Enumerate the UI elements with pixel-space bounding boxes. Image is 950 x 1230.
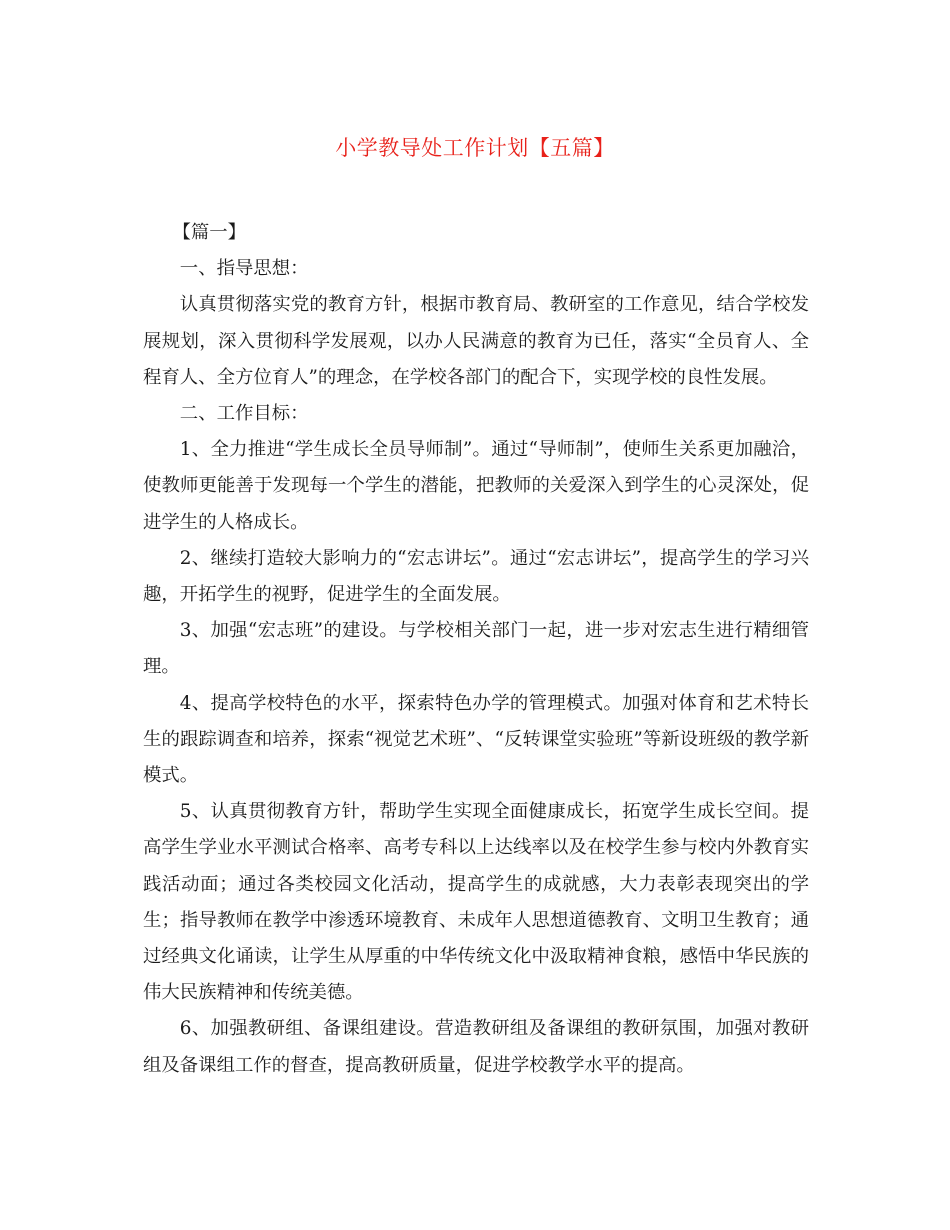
goal-item-4: 4、提高学校特色的水平，探索特色办学的管理模式。加强对体育和艺术特长生的跟踪调查和培养，探索“视觉艺术班”、“反转课堂实验班”等新设班级的教学新模式。 [143,692,809,787]
goal-item-6: 6、加强教研组、备课组建设。营造教研组及备课组的教研氛围，加强对教研组及备课组工作的督查，提高教研质量，促进学校教学水平的提高。 [143,1018,809,1076]
heading-guiding-ideology: 一、指导思想： [179,258,309,280]
document-body [143,215,809,1084]
section-label: 【篇一】 [172,222,247,243]
document-title: 小学教导处工作计划【五篇】 [335,136,615,160]
goal-item-5: 5、认真贯彻教育方针，帮助学生实现全面健康成长，拓宽学生成长空间。提高学生学业水平测试合格率、高考专科以上达线率以及在校学生参与校内外教育实践活动面；通过各类校园文化活动，提高学生的成就感，大力表彰表现突出的学生；指导教师在教学中渗透环境教育、未成年人思想道德教育、文明卫生教育；通过经典文化诵读，让学生从厚重的中华传统文化中汲取精神食粮，感悟中华民族的伟大民族精神和传统美德。 [143,801,809,1004]
goal-item-3: 3、加强“宏志班”的建设。与学校相关部门一起，进一步对宏志生进行精细管理。 [143,620,809,678]
heading-work-goals: 二、工作目标： [179,403,309,425]
goal-item-2: 2、继续打造较大影响力的“宏志讲坛”。通过“宏志讲坛”，提高学生的学习兴趣，开拓学生的视野，促进学生的全面发展。 [143,547,809,606]
paragraph-guiding-ideology: 认真贯彻落实党的教育方针，根据市教育局、教研室的工作意见，结合学校发展规划，深入贯彻科学发展观，以办人民满意的教育为已任，落实“全员育人、全程育人、全方位育人”的理念，在学校各部门的配合下，实现学校的良性发展。 [143,294,809,388]
goal-item-1: 1、全力推进“学生成长全员导师制”。通过“导师制”，使师生关系更加融洽，使教师更能善于发现每一个学生的潜能，把教师的关爱深入到学生的心灵深处，促进学生的人格成长。 [143,439,809,533]
